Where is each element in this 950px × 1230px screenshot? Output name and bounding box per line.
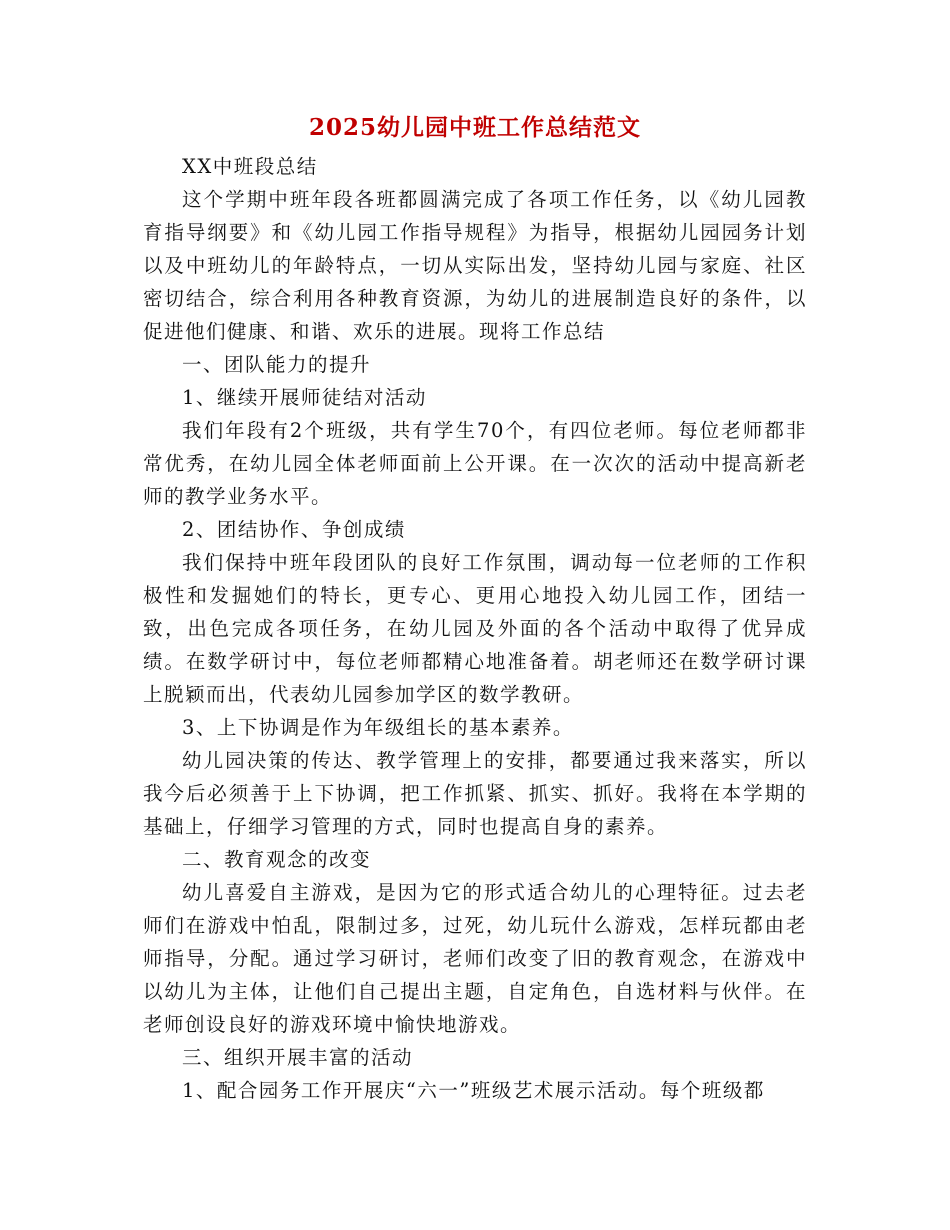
document-title: 2025幼儿园中班工作总结范文 [308, 114, 641, 141]
subheading-coordination: 3、上下协调是作为年级组长的基本素养。 [182, 716, 574, 739]
paragraph-mentoring: 我们年段有2个班级，共有学生70个，有四位老师。每位老师都非常优秀，在幼儿园全体老师面前上公开课。在一次次的活动中提高新老师的教学业务水平。 [143, 419, 807, 508]
heading-team-ability: 一、团队能力的提升 [182, 353, 372, 376]
paragraph-activities: 1、配合园务工作开展庆“六一”班级艺术展示活动。每个班级都 [182, 1079, 765, 1102]
heading-activities: 三、组织开展丰富的活动 [182, 1046, 414, 1069]
paragraph-coordination: 幼儿园决策的传达、教学管理上的安排，都要通过我来落实，所以我今后必须善于上下协调，把工作抓紧、抓实、抓好。我将在本学期的基础上，仔细学习管理的方式，同时也提高自身的素养。 [143, 749, 807, 838]
subheading-mentoring: 1、继续开展师徒结对活动 [182, 386, 427, 409]
subheading-teamwork: 2、团结协作、争创成绩 [182, 518, 406, 541]
paragraph-section-label: XX中班段总结 [182, 155, 318, 178]
paragraph-education-concept: 幼儿喜爱自主游戏，是因为它的形式适合幼儿的心理特征。过去老师们在游戏中怕乱，限制过多，过死，幼儿玩什么游戏，怎样玩都由老师指导，分配。通过学习研讨，老师们改变了旧的教育观念，在游戏中以幼儿为主体，让他们自己提出主题，自定角色，自选材料与伙伴。在老师创设良好的游戏环境中愉快地游戏。 [143, 881, 807, 1036]
paragraph-intro: 这个学期中班年段各班都圆满完成了各项工作任务，以《幼儿园教育指导纲要》和《幼儿园工作指导规程》为指导，根据幼儿园园务计划以及中班幼儿的年龄特点，一切从实际出发，坚持幼儿园与家庭、社区密切结合，综合利用各种教育资源，为幼儿的进展制造良好的条件，以促进他们健康、和谐、欢乐的进展。现将工作总结 [143, 188, 807, 343]
document-body [143, 150, 807, 1107]
heading-education-concept: 二、教育观念的改变 [182, 848, 372, 871]
paragraph-teamwork: 我们保持中班年段团队的良好工作氛围，调动每一位老师的工作积极性和发掘她们的特长，更专心、更用心地投入幼儿园工作，团结一致，出色完成各项任务，在幼儿园及外面的各个活动中取得了优异成绩。在数学研讨中，每位老师都精心地准备着。胡老师还在数学研讨课上脱颖而出，代表幼儿园参加学区的数学教研。 [143, 551, 807, 706]
